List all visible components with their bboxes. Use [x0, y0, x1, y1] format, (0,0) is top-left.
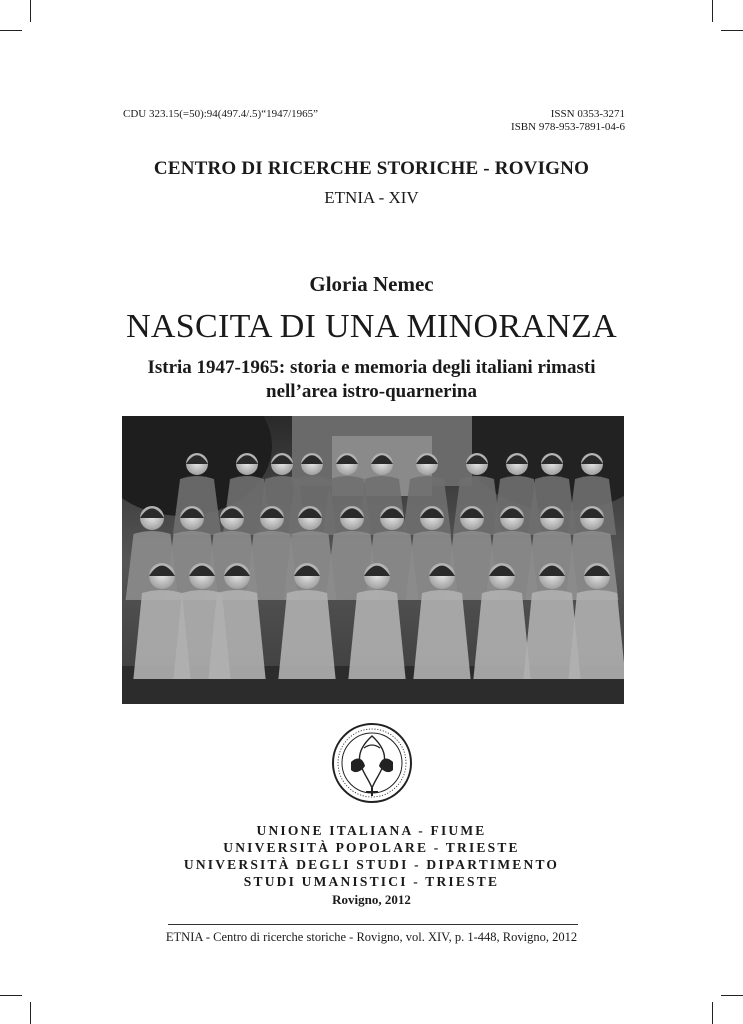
- crop-mark-bottom-right-h: [721, 995, 743, 996]
- publisher-line: STUDI UMANISTICI - TRIESTE: [243, 874, 500, 889]
- publisher-line: UNIVERSITÀ POPOLARE - TRIESTE: [223, 840, 520, 855]
- cdu-code: CDU 323.15(=50):94(497.4/.5)“1947/1965”: [123, 108, 319, 120]
- subtitle-line-2: nell’area istro-quarnerina: [266, 381, 477, 402]
- publisher-line: UNIONE ITALIANA - FIUME: [256, 823, 487, 838]
- issn-text: ISSN 0353-3271: [550, 108, 625, 120]
- crop-mark-bottom-left-h: [0, 995, 22, 996]
- issn-isbn-block: [511, 108, 625, 134]
- publisher-line: UNIVERSITÀ DEGLI STUDI - DIPARTIMENTO: [183, 857, 560, 872]
- group-photo: [122, 416, 624, 704]
- subtitle-line-1: Istria 1947-1965: storia e memoria degli italiani rimasti: [147, 357, 596, 378]
- series-name: ETNIA - XIV: [324, 188, 419, 207]
- crop-mark-top-right-v: [712, 0, 713, 22]
- isbn-text: ISBN 978-953-7891-04-6: [511, 121, 625, 133]
- institution-emblem: [331, 722, 413, 804]
- footer-rule: [168, 924, 578, 925]
- publishers-block: [0, 822, 743, 890]
- crop-mark-top-left-h: [0, 30, 22, 31]
- place-year: Rovigno, 2012: [332, 892, 411, 907]
- footer-citation: ETNIA - Centro di ricerche storiche - Rovigno, vol. XIV, p. 1-448, Rovigno, 2012: [165, 930, 578, 944]
- author-name: Gloria Nemec: [309, 272, 434, 296]
- crop-mark-bottom-left-v: [30, 1002, 31, 1024]
- book-subtitle: [0, 356, 743, 404]
- book-title: NASCITA DI UNA MINORANZA: [126, 308, 617, 345]
- crop-mark-top-right-h: [721, 30, 743, 31]
- institution-name: CENTRO DI RICERCHE STORICHE - ROVIGNO: [153, 158, 590, 179]
- crop-mark-top-left-v: [30, 0, 31, 22]
- crop-mark-bottom-right-v: [712, 1002, 713, 1024]
